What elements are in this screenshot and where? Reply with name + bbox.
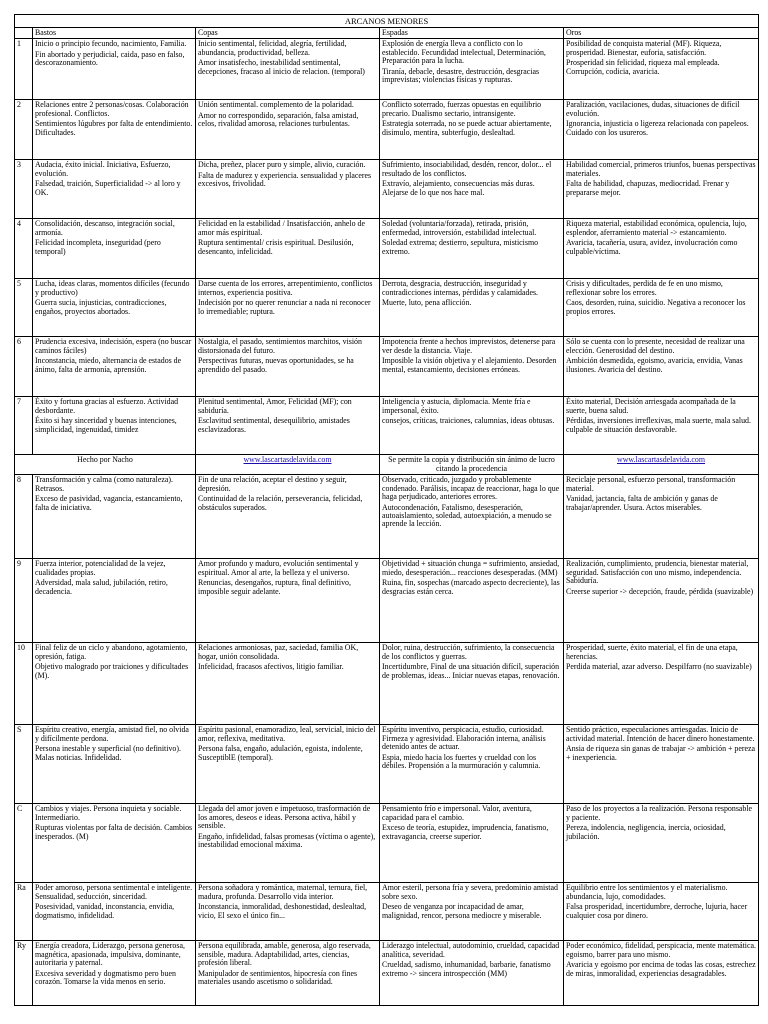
cell-copas bbox=[196, 279, 380, 337]
upright-meaning: Unión sentimental. complemento de la polaridad. bbox=[198, 100, 354, 110]
upright-meaning: Amor esteril, persona fría y severa, predominio amistad sobre sexo. bbox=[382, 883, 558, 901]
upright-meaning: Poder amoroso, persona sentimental e inteligente. Sensualidad, seducción, sinceridad. bbox=[35, 883, 193, 901]
reversed-meaning: Perspectivas futuras, nuevas oportunidades, se ha aprendido del pasado. bbox=[198, 356, 354, 374]
row-label: 10 bbox=[15, 643, 33, 725]
table-row bbox=[15, 804, 759, 883]
reversed-meaning: Falsa prosperidad, incertidumbre, derroche, lujuria, hacer cualquier cosa por dinero. bbox=[566, 902, 748, 920]
reversed-meaning: consejos, críticas, traiciones, calumnias, ideas obtusas. bbox=[382, 416, 555, 426]
credit-notice: Se permite la copia y distribución sin ánimo de lucro citando la procedencia bbox=[380, 455, 564, 475]
header-corner bbox=[15, 28, 33, 39]
upright-meaning: Felicidad en la estabilidad / Insatisfacción, anhelo de amor más espiritual. bbox=[198, 219, 365, 237]
table-title: ARCANOS MENORES bbox=[15, 15, 759, 28]
cell-bastos bbox=[33, 337, 196, 397]
cell-espadas bbox=[380, 725, 564, 804]
header-bastos: Bastos bbox=[33, 28, 196, 39]
reversed-meaning: Estrategia soterrada, no se puede actuar abiertamente, disimulo, mentira, subterfugio, deslealtad. bbox=[382, 119, 552, 137]
table-row bbox=[15, 337, 759, 397]
rows-bottom bbox=[15, 475, 759, 1006]
cell-copas bbox=[196, 643, 380, 725]
upright-meaning: Impotencia frente a hechos imprevistos, detenerse para ver desde la distancia. Viaje. bbox=[382, 337, 556, 355]
row-label: 2 bbox=[15, 100, 33, 160]
reversed-meaning: Persona falsa, engaño, adulación, egoista, indolente, SusceptiblE (temporal). bbox=[198, 744, 363, 762]
cell-bastos bbox=[33, 883, 196, 941]
cell-espadas bbox=[380, 559, 564, 643]
row-label: 3 bbox=[15, 160, 33, 219]
table-row bbox=[15, 883, 759, 941]
cell-oros bbox=[564, 725, 759, 804]
cell-bastos bbox=[33, 397, 196, 455]
upright-meaning: Posibilidad de conquista material (MF). Riqueza, prosperidad. Bienestar, euforia, satisfacción. bbox=[566, 39, 722, 57]
upright-meaning: Dicha, preñez, placer puro y simple, alivio, curación. bbox=[198, 160, 366, 170]
upright-meaning: Éxito material, Decisión arriesgada acompañada de la suerte, buena salud. bbox=[566, 397, 736, 415]
upright-meaning: Paralización, vacilaciones, dudas, situaciones de difícil evolución. bbox=[566, 100, 740, 118]
cell-bastos bbox=[33, 39, 196, 100]
reversed-meaning: Soledad extrema; destierro, sepultura, misticismo extremo. bbox=[382, 238, 539, 256]
cell-copas bbox=[196, 883, 380, 941]
cell-bastos bbox=[33, 160, 196, 219]
cell-oros bbox=[564, 219, 759, 279]
reversed-meaning: Pereza, indolencia, negligencia, inercia, ociosidad, jubilación. bbox=[566, 823, 726, 841]
row-label: 8 bbox=[15, 475, 33, 559]
table-row bbox=[15, 643, 759, 725]
reversed-meaning: Pérdidas, inversiones irreflexivas, mala suerte, mala salud. culpable de situación desfavorable. bbox=[566, 416, 751, 434]
cell-bastos bbox=[33, 219, 196, 279]
credit-link-1-cell bbox=[196, 455, 380, 475]
cell-copas bbox=[196, 941, 380, 1006]
cell-copas bbox=[196, 804, 380, 883]
row-label: 4 bbox=[15, 219, 33, 279]
header-oros: Oros bbox=[564, 28, 759, 39]
upright-meaning: Espíritu pasional, enamoradizo, leal, servicial, inicio del amor, reflexiva, meditativa. bbox=[198, 725, 376, 743]
reversed-meaning: Falta de madurez y experiencia. sensualidad y placeres excesivos, frivolidad. bbox=[198, 170, 372, 189]
arcanos-table bbox=[14, 14, 759, 1006]
header-espadas: Espadas bbox=[380, 28, 564, 39]
cell-bastos bbox=[33, 725, 196, 804]
reversed-meaning: Creerse superior -> decepción, fraude, pérdida (suavizable) bbox=[566, 586, 754, 596]
table-row bbox=[15, 160, 759, 219]
reversed-meaning: Manipulador de sentimientos, hipocresía con fines materiales usando ascetismo o solidaridad. bbox=[198, 968, 358, 987]
cell-bastos bbox=[33, 804, 196, 883]
upright-meaning: Inteligencia y astucia, diplomacia. Mente fría e impersonal, éxito. bbox=[382, 397, 531, 415]
credit-link-2-cell bbox=[564, 455, 759, 475]
rows-top bbox=[15, 39, 759, 455]
upright-meaning: Habilidad comercial, primeros triunfos, buenas perspectivas materiales. bbox=[566, 160, 756, 178]
cell-copas bbox=[196, 160, 380, 219]
reversed-meaning: Espia, miedo hacia los fuertes y crueldad con los débiles. Propensión a la murmuración y calumnia. bbox=[382, 752, 541, 771]
table-row bbox=[15, 725, 759, 804]
reversed-meaning: Exceso de teoría, estupidez, imprudencia, fanatismo, extravagancia, creerse superior. bbox=[382, 823, 549, 841]
reversed-meaning: Ansia de riqueza sin ganas de trabajar -> ambición + pereza + inexperiencia. bbox=[566, 744, 755, 762]
upright-meaning: Relaciones armoniosas, paz, saciedad, familia OK, hogar, unión consolidada. bbox=[198, 643, 359, 661]
upright-meaning: Fin de una relación, aceptar el destino y seguir, depresión. bbox=[198, 475, 347, 493]
reversed-meaning: Esclavitud sentimental, desequilibrio, amistades esclavizadoras. bbox=[198, 416, 350, 434]
reversed-meaning: Avaricia, tacañería, usura, avidez, involucración como culpable/víctima. bbox=[566, 238, 738, 256]
row-label: S bbox=[15, 725, 33, 804]
row-label: 5 bbox=[15, 279, 33, 337]
cell-copas bbox=[196, 397, 380, 455]
upright-meaning: Reciclaje personal, esfuerzo personal, transformación material. bbox=[566, 475, 736, 493]
cell-espadas bbox=[380, 804, 564, 883]
reversed-meaning: Persona inestable y superficial (no definitivo). Malas noticias. Infidelidad. bbox=[35, 744, 181, 762]
cell-espadas bbox=[380, 475, 564, 559]
upright-meaning: Plenitud sentimental, Amor, Felicidad (MF); con sabiduría. bbox=[198, 397, 352, 415]
reversed-meaning: Imposible la visión objetiva y el alejamiento. Desorden mental, estancamiento, decisiones erróneas. bbox=[382, 356, 557, 374]
header-row bbox=[15, 28, 759, 39]
upright-meaning: Energía creadora, Liderazgo, persona generosa, magnética, apasionada, impulsiva, dominante, autoritaria y paternal. bbox=[35, 941, 185, 968]
cell-bastos bbox=[33, 559, 196, 643]
cell-bastos bbox=[33, 100, 196, 160]
cell-oros bbox=[564, 279, 759, 337]
upright-meaning: Éxito y fortuna gracias al esfuerzo. Actividad desbordante. bbox=[35, 397, 179, 415]
upright-meaning: Relaciones entre 2 personas/cosas. Colaboración profesional. Conflictos. bbox=[35, 100, 189, 118]
cell-oros bbox=[564, 160, 759, 219]
reversed-meaning: Falsedad, traición, Superficialidad -> al loro y OK. bbox=[35, 179, 181, 197]
row-label: Ra bbox=[15, 883, 33, 941]
table-row bbox=[15, 219, 759, 279]
credit-row bbox=[15, 455, 759, 475]
cell-copas bbox=[196, 475, 380, 559]
reversed-meaning: Guerra sucia, injusticias, contradicciones, engaños, proyectos abortados. bbox=[35, 298, 167, 316]
row-label: 9 bbox=[15, 559, 33, 643]
cell-oros bbox=[564, 397, 759, 455]
cell-oros bbox=[564, 337, 759, 397]
upright-meaning: Riqueza material, estabilidad económica, opulencia, lujo, esplendor, aferramiento material -> estancamiento. bbox=[566, 219, 747, 237]
upright-meaning: Explosión de energía lleva a conflicto con lo establecido. Fecundidad intelectual, Determinación, Preparación para la lucha. bbox=[382, 39, 546, 66]
reversed-meaning: Sentimientos lúgubres por falta de entendimiento. Dificultades. bbox=[35, 119, 193, 137]
cell-oros bbox=[564, 883, 759, 941]
reversed-meaning: Infelicidad, fracasos afectivos, litigio familiar. bbox=[198, 662, 344, 672]
upright-meaning: Darse cuenta de los errores, arrepentimiento, conflictos internos, experiencia positiva. bbox=[198, 279, 373, 297]
upright-meaning: Nostalgia, el pasado, sentimientos marchitos, visión distorsionada del futuro. bbox=[198, 337, 362, 355]
upright-meaning: Pensamiento frío e impersonal. Valor, aventura, capacidad para el cambio. bbox=[382, 804, 532, 822]
reversed-meaning: Ambición desmedida, egoismo, avaricia, envidia, Vanas ilusiones. Avaricia del destino. bbox=[566, 356, 743, 374]
reversed-meaning: Ruptura sentimental/ crisis espiritual. Desilusión, desencanto, infelicidad. bbox=[198, 238, 354, 256]
reversed-meaning: Rupturas violentas por falta de decisión. Cambios inesperados. (M) bbox=[35, 823, 193, 841]
reversed-meaning: Falta de habilidad, chapuzas, mediocridad. Frenar y prepararse mejor. bbox=[566, 179, 730, 197]
upright-meaning: Derrota, desgracia, destrucción, inseguridad y contradicciones internas, pérdidas y calamidades. bbox=[382, 279, 538, 297]
reversed-meaning: Indecisión por no querer renunciar a nada ni reconocer lo irremediable; ruptura. bbox=[198, 298, 371, 316]
upright-meaning: Consolidación, descanso, integración social, armonía. bbox=[35, 219, 175, 237]
upright-meaning: Equilibrio entre los sentimientos y el materialismo. abundancia, lujo, comodidades. bbox=[566, 883, 728, 901]
cell-oros bbox=[564, 39, 759, 100]
upright-meaning: Persona soñadora y romántica, maternal, ternura, fiel, madura, profunda. Desarrollo vida interior. bbox=[198, 883, 368, 901]
reversed-meaning: Excesiva severidad y dogmatismo pero buen corazón. Tomarse la vida menos en serio. bbox=[35, 968, 176, 987]
table-row bbox=[15, 100, 759, 160]
table-row bbox=[15, 559, 759, 643]
reversed-meaning: Prosperidad sin felicidad, riqueza mal empleada. Corrupción, codicia, avaricia. bbox=[566, 58, 720, 76]
cell-bastos bbox=[33, 941, 196, 1006]
reversed-meaning: Renuncias, desengaños, ruptura, final definitivo, imposible seguir adelante. bbox=[198, 578, 351, 596]
upright-meaning: Sentido práctico, especulaciones arriesgadas. Inicio de actividad material. Intención de hacer dinero honestamente. bbox=[566, 725, 755, 743]
upright-meaning: Llegada del amor joven e impetuoso, trasformación de los amores, deseos e ideas. Persona activa, hábil y sensible. bbox=[198, 804, 371, 831]
cell-espadas bbox=[380, 39, 564, 100]
table-row bbox=[15, 941, 759, 1006]
upright-meaning: Inicio sentimental, felicidad, alegría, fertilidad, abundancia, productividad, belleza. bbox=[198, 39, 347, 57]
reversed-meaning: Ruina, fin, sospechas (marcado aspecto decreciente), las desgracias están cerca. bbox=[382, 578, 560, 596]
upright-meaning: Inicio o principio fecundo, nacimiento, Familia. bbox=[35, 39, 187, 49]
row-label: 6 bbox=[15, 337, 33, 397]
upright-meaning: Prosperidad, suerte, éxito material, el fin de una etapa, herencias. bbox=[566, 643, 738, 661]
reversed-meaning: Inconstancia, miedo, alternancia de estados de ánimo, falta de armonía, aprensión. bbox=[35, 356, 182, 374]
credit-section bbox=[15, 455, 759, 475]
reversed-meaning: Amor insatisfecho, inestabilidad sentimental, decepciones, fracaso al inicio de relacion. (temporal) bbox=[198, 58, 365, 76]
reversed-meaning: Tiranía, debacle, desastre, destrucción, desgracias imprevistas; violencias físicas y rupturas. bbox=[382, 66, 540, 85]
reversed-meaning: Amor no correspondido, separación, falsa amistad, celos, rivalidad amorosa, relaciones turbulentas. bbox=[198, 110, 359, 129]
cell-espadas bbox=[380, 643, 564, 725]
credit-link-1[interactable]: www.lascartasdelavida.com bbox=[243, 455, 332, 465]
upright-meaning: Realización, cumplimiento, prudencia, bienestar material, seguridad. Satisfacción con uno mismo, independencia. Sabiduría. bbox=[566, 559, 749, 586]
upright-meaning: Paso de los proyectos a la realización. Persona responsable y paciente. bbox=[566, 804, 753, 822]
cell-espadas bbox=[380, 100, 564, 160]
upright-meaning: Espíritu inventivo, perspicacia, estudio, curiosidad. Firmeza y agresividad. Elaboración interna, análisis detenido antes de actuar. bbox=[382, 725, 546, 752]
cell-copas bbox=[196, 39, 380, 100]
cell-espadas bbox=[380, 160, 564, 219]
reversed-meaning: Deseo de venganza por incapacidad de amar, malignidad, rencor, persona mediocre y miserable. bbox=[382, 902, 542, 920]
cell-copas bbox=[196, 337, 380, 397]
cell-bastos bbox=[33, 643, 196, 725]
upright-meaning: Liderazgo intelectual, autodominio, crueldad, capacidad analítica, severidad. bbox=[382, 941, 560, 959]
reversed-meaning: Continuidad de la relación, perseverancia, felicidad, obstáculos superados. bbox=[198, 494, 363, 512]
arcanos-sheet bbox=[14, 14, 758, 1006]
reversed-meaning: Avaricia y egoismo por encima de todas las cosas, estrechez de miras, inmoralidad, experiencias desagradables. bbox=[566, 960, 756, 978]
reversed-meaning: Adversidad, mala salud, jubilación, retiro, decadencia. bbox=[35, 578, 168, 596]
upright-meaning: Transformación y calma (como naturaleza). Retrasos. bbox=[35, 475, 173, 493]
upright-meaning: Sufrimiento, insociabilidad, desdén, rencor, dolor... el resultado de los conflictos. bbox=[382, 160, 552, 178]
cell-espadas bbox=[380, 397, 564, 455]
table-row bbox=[15, 475, 759, 559]
cell-espadas bbox=[380, 883, 564, 941]
reversed-meaning: Felicidad incompleta, inseguridad (pero temporal) bbox=[35, 238, 161, 256]
cell-oros bbox=[564, 475, 759, 559]
cell-bastos bbox=[33, 475, 196, 559]
cell-oros bbox=[564, 643, 759, 725]
upright-meaning: Audacia, éxito inicial. Iniciativa, Esfuerzo, evolución. bbox=[35, 160, 171, 178]
table-row bbox=[15, 397, 759, 455]
upright-meaning: Espíritu creativo, energía, amistad fiel, no olvida y difícilmente perdona. bbox=[35, 725, 189, 743]
upright-meaning: Conflicto soterrado, fuerzas opuestas en equilibrio precario. Dualismo sectario, intransigente. bbox=[382, 100, 542, 118]
cell-oros bbox=[564, 559, 759, 643]
upright-meaning: Soledad (voluntaria/forzada), retirada, prisión, enfermedad, introversión, estabilidad intelectual. bbox=[382, 219, 537, 237]
row-label: 7 bbox=[15, 397, 33, 455]
credit-author: Hecho por Nacho bbox=[15, 455, 196, 475]
reversed-meaning: Éxito si hay sinceridad y buenas intenciones, simplicidad, ingenuidad, timidez bbox=[35, 416, 177, 434]
reversed-meaning: Objetivo malogrado por traiciones y dificultades (M). bbox=[35, 662, 189, 680]
reversed-meaning: Engaño, infidelidad, falsas promesas (víctima o agente), inestabilidad emocional máxima. bbox=[198, 831, 376, 850]
cell-copas bbox=[196, 100, 380, 160]
upright-meaning: Objetividad + situación chunga = sufrimiento, ansiedad, miedo, desesperación... reacciones desesperadas. (MM) bbox=[382, 559, 560, 577]
upright-meaning: Dolor, ruina, destrucción, sufrimiento, la consecuencia de los conflictos y guerras. bbox=[382, 643, 555, 661]
row-label: 1 bbox=[15, 39, 33, 100]
cell-bastos bbox=[33, 279, 196, 337]
upright-meaning: Amor profundo y maduro, evolución sentimental y espiritual. Amor al arte, la belleza y el universo. bbox=[198, 559, 359, 577]
cell-oros bbox=[564, 100, 759, 160]
table-row bbox=[15, 39, 759, 100]
reversed-meaning: Fin abortado y perjudicial, caida, paso en falso, descorazonamiento. bbox=[35, 49, 185, 68]
upright-meaning: Poder económico, fidelidad, perspicacia, mente matemática. egoismo, barrer para uno mismo. bbox=[566, 941, 756, 959]
cell-copas bbox=[196, 559, 380, 643]
reversed-meaning: Perdida material, azar adverso. Despilfarro (no suavizable) bbox=[566, 662, 752, 672]
reversed-meaning: Autocondenación, Fatalismo, desesperación, autoaislamiento, soledad, autoexpiación, a menudo se aprende la lección. bbox=[382, 502, 552, 529]
row-label: C bbox=[15, 804, 33, 883]
reversed-meaning: Muerte, luto, pena aflicción. bbox=[382, 298, 472, 308]
reversed-meaning: Incertidumbre, Final de una situación difícil, superación de problemas, ideas... Iniciar nuevas etapas, renovación. bbox=[382, 662, 560, 680]
cell-espadas bbox=[380, 941, 564, 1006]
reversed-meaning: Crueldad, sadismo, inhumanidad, barbarie, fanatismo extremo -> sincera introspección (MM) bbox=[382, 960, 551, 978]
credit-link-2[interactable]: www.lascartasdelavida.com bbox=[617, 455, 706, 465]
upright-meaning: Cambios y viajes. Persona inquieta y sociable. Intermediario. bbox=[35, 804, 182, 822]
upright-meaning: Lucha, ideas claras, momentos difíciles (fecundo y productivo) bbox=[35, 279, 190, 297]
cell-espadas bbox=[380, 279, 564, 337]
upright-meaning: Crisis y dificultades, perdida de fe en uno mismo, reflexionar sobre los errores. bbox=[566, 279, 723, 297]
reversed-meaning: Posesividad, vanidad, inconstancia, envidia, dogmatismo, infidelidad. bbox=[35, 902, 175, 920]
reversed-meaning: Ignorancia, injusticia o ligereza relacionada con papeleos. Cuidado con los usureros. bbox=[566, 119, 749, 137]
upright-meaning: Observado, criticado, juzgado y probablemente condenado. Parálisis, incapaz de reaccionar, haga lo que haga perjudicado, anteriores errores. bbox=[382, 475, 560, 502]
upright-meaning: Sólo se cuenta con lo presente, necesidad de realizar una elección. Generosidad del destino. bbox=[566, 337, 745, 355]
cell-copas bbox=[196, 725, 380, 804]
reversed-meaning: Vanidad, jactancia, falta de ambición y ganas de trabajar/aprender. Usura. Actos miserables. bbox=[566, 494, 718, 512]
upright-meaning: Prudencia excesiva, indecisión, espera (no buscar caminos fáciles) bbox=[35, 337, 192, 355]
upright-meaning: Persona equilibrada, amable, generosa, algo reservada, sensible, madura. Adaptabilidad, artes, ciencias, profesión liberal. bbox=[198, 941, 371, 968]
table-row bbox=[15, 279, 759, 337]
reversed-meaning: Caos, desorden, ruina, suicidio. Negativa a reconocer los propios errores. bbox=[566, 298, 746, 316]
cell-espadas bbox=[380, 337, 564, 397]
reversed-meaning: Extravío, alejamiento, consecuencias más duras. Alejarse de lo que nos hace mal. bbox=[382, 179, 535, 197]
cell-oros bbox=[564, 941, 759, 1006]
title-row bbox=[15, 15, 759, 28]
header-copas: Copas bbox=[196, 28, 380, 39]
upright-meaning: Fuerza interior, potencialidad de la vejez, cualidades propias. bbox=[35, 559, 166, 577]
reversed-meaning: Inconstancia, inmoralidad, deshonestidad, deslealtad, vicio, El sexo el único fin... bbox=[198, 902, 367, 920]
cell-espadas bbox=[380, 219, 564, 279]
cell-copas bbox=[196, 219, 380, 279]
cell-oros bbox=[564, 804, 759, 883]
row-label: Ry bbox=[15, 941, 33, 1006]
upright-meaning: Final feliz de un ciclo y abandono, agotamiento, opresión, fatiga. bbox=[35, 643, 188, 661]
reversed-meaning: Exceso de pasividad, vagancia, estancamiento, falta de iniciativa. bbox=[35, 494, 183, 512]
